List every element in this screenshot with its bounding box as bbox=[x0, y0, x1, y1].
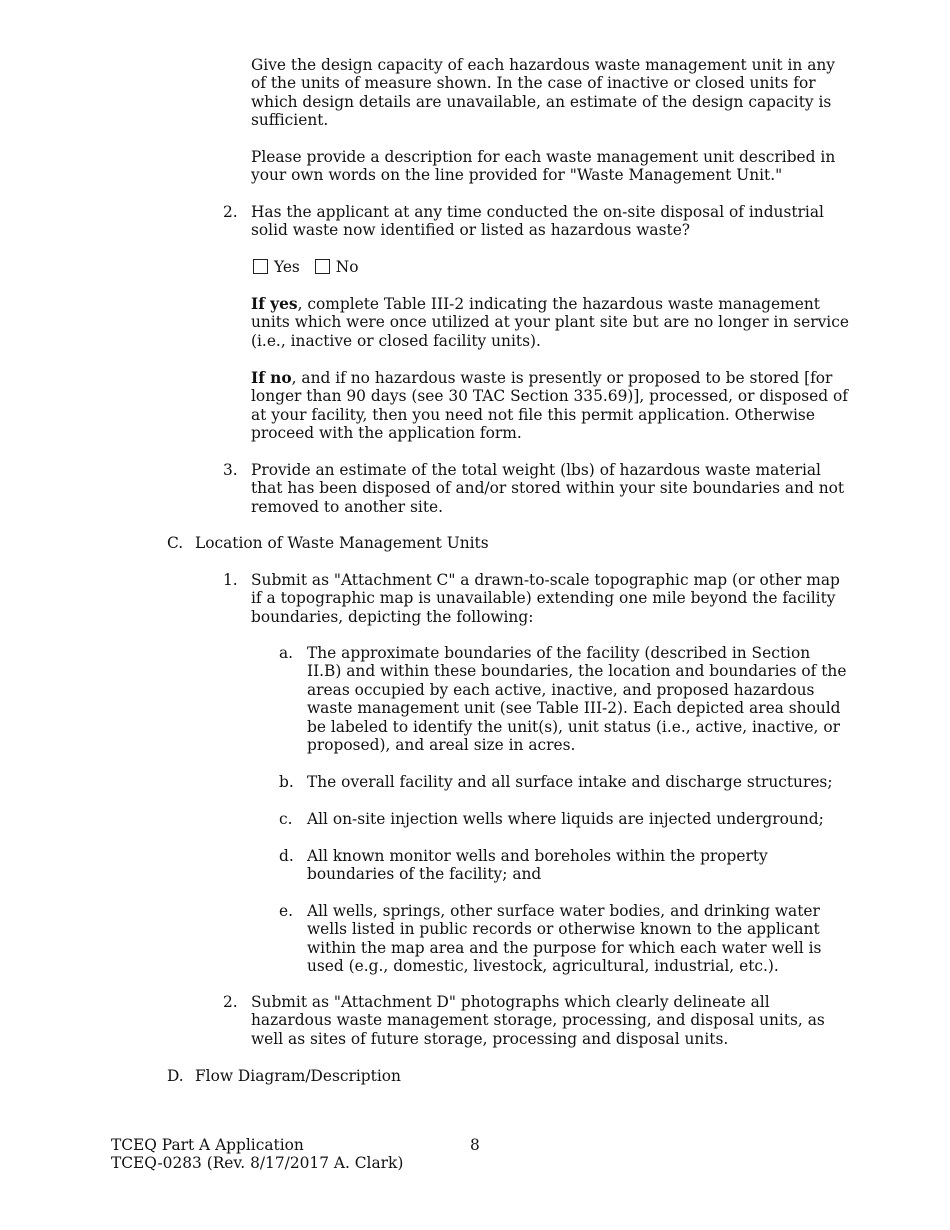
if-yes-lead: If yes bbox=[251, 295, 298, 313]
subitem-d-letter: d. bbox=[279, 847, 294, 865]
section-d-letter: D. bbox=[167, 1067, 184, 1085]
item-2-question: Has the applicant at any time conducted the on-site disposal of industrial solid waste now identified or listed as hazardous waste? bbox=[251, 203, 824, 240]
no-label: No bbox=[335, 258, 359, 276]
section-c-item-1-number: 1. bbox=[223, 571, 238, 589]
yes-no-checkboxes bbox=[253, 258, 358, 276]
subitem-c-text: All on-site injection wells where liquids are injected underground; bbox=[307, 810, 824, 828]
intro-paragraph-2: Please provide a description for each waste management unit described in your own words on the line provided for "Waste Management Unit." bbox=[251, 148, 836, 185]
page-number: 8 bbox=[470, 1136, 480, 1154]
no-option[interactable] bbox=[315, 258, 359, 276]
section-c-letter: C. bbox=[167, 534, 184, 552]
subitem-e-letter: e. bbox=[279, 902, 294, 920]
section-d-title: Flow Diagram/Description bbox=[195, 1067, 401, 1085]
yes-label: Yes bbox=[274, 258, 300, 276]
if-yes-text: , complete Table III-2 indicating the hazardous waste management units which were once utilized at your plant site but are no longer in service (i.e., inactive or closed facility units). bbox=[251, 295, 849, 350]
item-3-text: Provide an estimate of the total weight (lbs) of hazardous waste material that has been disposed of and/or stored within your site boundaries and not removed to another site. bbox=[251, 461, 845, 516]
subitem-b-letter: b. bbox=[279, 773, 294, 791]
subitem-d-text: All known monitor wells and boreholes within the property boundaries of the facility; and bbox=[307, 847, 768, 884]
if-no-paragraph bbox=[251, 369, 851, 443]
section-c-item-2-number: 2. bbox=[223, 993, 238, 1011]
footer-form-revision: TCEQ-0283 (Rev. 8/17/2017 A. Clark) bbox=[111, 1154, 404, 1172]
item-3-number: 3. bbox=[223, 461, 238, 479]
intro-paragraph-1: Give the design capacity of each hazardous waste management unit in any of the units of measure shown. In the case of inactive or closed units for which design details are unavailable, an estimate of the design capacity is sufficient. bbox=[251, 56, 835, 130]
section-c-title: Location of Waste Management Units bbox=[195, 534, 489, 552]
subitem-b-text: The overall facility and all surface intake and discharge structures; bbox=[307, 773, 833, 791]
section-c-item-2-text: Submit as "Attachment D" photographs which clearly delineate all hazardous waste management storage, processing, and disposal units, as well as sites of future storage, processing and disposal units. bbox=[251, 993, 825, 1048]
subitem-e-text: All wells, springs, other surface water bodies, and drinking water wells listed in public records or otherwise known to the applicant within the map area and the purpose for which each water well is used (e.g., domestic, livestock, agricultural, industrial, etc.). bbox=[307, 902, 822, 976]
section-c-item-1-text: Submit as "Attachment C" a drawn-to-scale topographic map (or other map if a topographic map is unavailable) extending one mile beyond the facility boundaries, depicting the following: bbox=[251, 571, 840, 626]
if-no-lead: If no bbox=[251, 369, 292, 387]
yes-checkbox[interactable] bbox=[253, 259, 268, 274]
subitem-c-letter: c. bbox=[279, 810, 293, 828]
footer-form-title: TCEQ Part A Application bbox=[111, 1136, 304, 1154]
item-2-number: 2. bbox=[223, 203, 238, 221]
no-checkbox[interactable] bbox=[315, 259, 330, 274]
subitem-a-letter: a. bbox=[279, 644, 294, 662]
subitem-a-text: The approximate boundaries of the facility (described in Section II.B) and within these boundaries, the location and boundaries of the areas occupied by each active, inactive, and proposed hazardous waste management unit (see Table III-2). Each depicted area should be labeled to identify the unit(s), unit status (i.e., active, inactive, or proposed), and areal size in acres. bbox=[307, 644, 847, 755]
if-no-text: , and if no hazardous waste is presently or proposed to be stored [for longer than 90 days (see 30 TAC Section 335.69)], processed, or disposed of at your facility, then you need not file this permit application. Otherwise proceed with the application form. bbox=[251, 369, 848, 443]
if-yes-paragraph bbox=[251, 295, 851, 350]
yes-option[interactable] bbox=[253, 258, 300, 276]
